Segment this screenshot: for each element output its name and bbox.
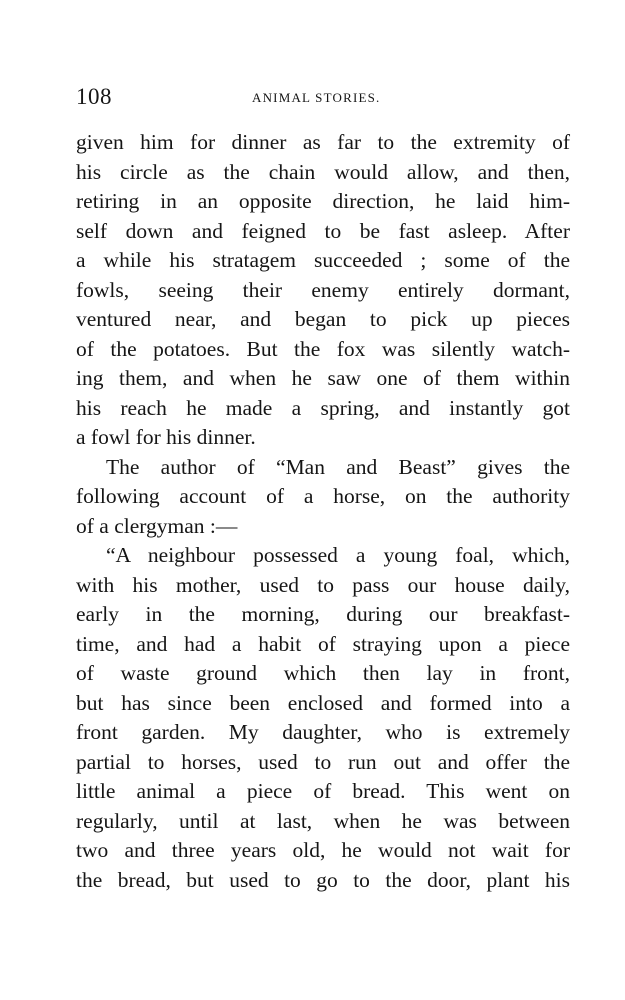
text-line: of the potatoes. But the fox was silently watch-: [76, 336, 570, 361]
text-line: “A neighbour possessed a young foal, which,: [106, 543, 570, 567]
text-line: partial to horses, used to run out and offer the: [76, 749, 570, 774]
text-line: fowls, seeing their enemy entirely dormant,: [76, 277, 570, 302]
text-line: two and three years old, he would not wait for: [76, 838, 570, 862]
text-line: early in the morning, during our breakfast-: [76, 602, 570, 626]
text-line: a fowl for his dinner.: [76, 425, 256, 449]
text-line: retiring in an opposite direction, he laid him-: [76, 189, 570, 213]
text-line: ing them, and when he saw one of them within: [76, 366, 570, 390]
text-line: his reach he made a spring, and instantly got: [76, 395, 570, 420]
text-line: ventured near, and began to pick up pieces: [76, 307, 570, 331]
text-line: of waste ground which then lay in front,: [76, 661, 570, 685]
page-number: 108: [76, 84, 112, 109]
text-line: regularly, until at last, when he was between: [76, 808, 570, 833]
text-line: a while his stratagem succeeded ; some of the: [76, 248, 570, 272]
text-line: The author of “Man and Beast” gives the: [106, 454, 570, 479]
text-line: but has since been enclosed and formed into a: [76, 690, 570, 715]
text-line: front garden. My daughter, who is extremely: [76, 720, 570, 744]
body-text: [76, 128, 570, 895]
text-line: following account of a horse, on the authority: [76, 484, 570, 508]
page-header: [76, 84, 570, 114]
text-line: little animal a piece of bread. This went on: [76, 779, 570, 803]
text-line: given him for dinner as far to the extremity of: [76, 130, 570, 154]
text-line: with his mother, used to pass our house daily,: [76, 572, 570, 597]
text-line: time, and had a habit of straying upon a piece: [76, 631, 570, 656]
text-line: the bread, but used to go to the door, plant his: [76, 867, 570, 892]
text-line: self down and feigned to be fast asleep. After: [76, 218, 570, 243]
text-line: his circle as the chain would allow, and then,: [76, 159, 570, 184]
text-line: of a clergyman :—: [76, 513, 238, 538]
running-head: ANIMAL STORIES.: [252, 90, 381, 105]
